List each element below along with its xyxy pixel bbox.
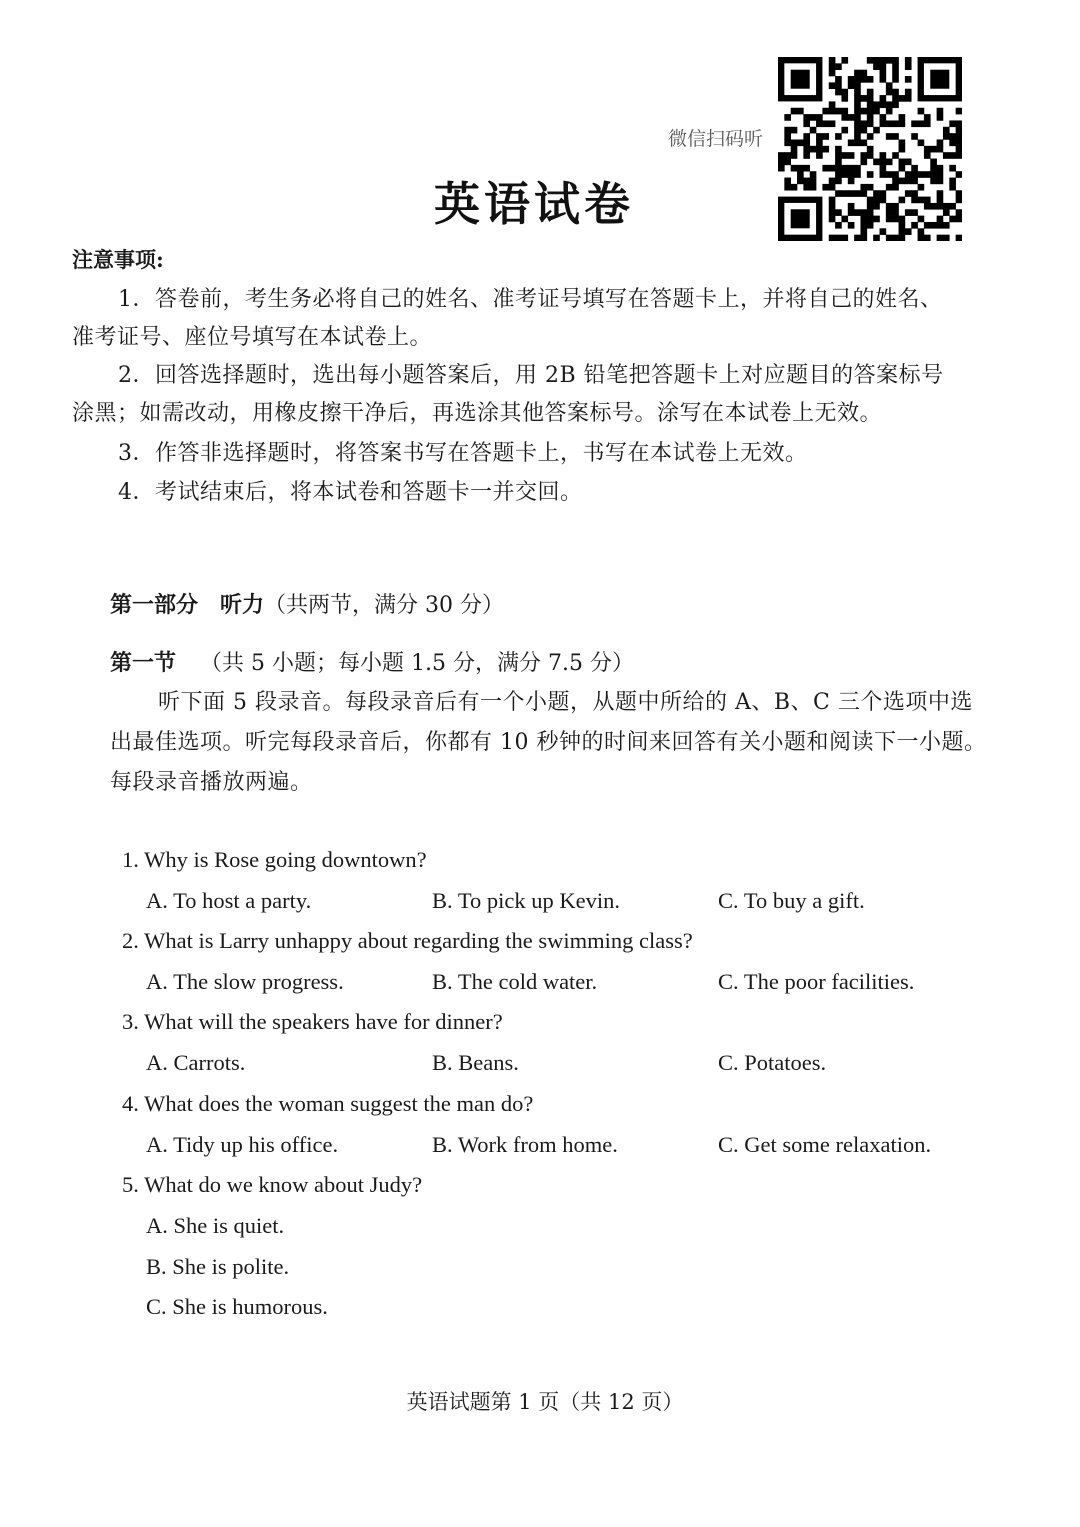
page-footer: 英语试题第 1 页（共 12 页） <box>406 1390 684 1414</box>
notice-line: 涂黑；如需改动，用橡皮擦干净后，再选涂其他答案标号。涂写在本试卷上无效。 <box>72 401 883 426</box>
question-text: 4. What does the woman suggest the man do? <box>122 1091 534 1116</box>
section-instruction: 听下面 5 段录音。每段录音后有一个小题，从题中所给的 A、B、C 三个选项中选 <box>158 690 973 715</box>
notice-heading: 注意事项: <box>72 247 164 272</box>
option-b[interactable]: B. The cold water. <box>432 969 598 994</box>
option-b[interactable]: B. She is polite. <box>146 1254 290 1279</box>
option-a[interactable]: A. She is quiet. <box>146 1213 285 1238</box>
option-c[interactable]: C. Get some relaxation. <box>718 1132 932 1157</box>
option-c[interactable]: C. The poor facilities. <box>718 969 915 994</box>
question-text: 5. What do we know about Judy? <box>122 1172 423 1197</box>
section-instruction: 出最佳选项。听完每段录音后，你都有 10 秒钟的时间来回答有关小题和阅读下一小题。 <box>110 730 987 755</box>
question-text: 3. What will the speakers have for dinner? <box>122 1009 503 1034</box>
notice-line: 3．作答非选择题时，将答案书写在答题卡上，书写在本试卷上无效。 <box>118 441 808 466</box>
notice-line: 1．答卷前，考生务必将自己的姓名、准考证号填写在答题卡上，并将自己的姓名、 <box>118 287 943 312</box>
notice-line: 2．回答选择题时，选出每小题答案后，用 2B 铅笔把答题卡上对应题目的答案标号 <box>118 363 944 388</box>
qr-caption: 微信扫码听 <box>668 128 764 150</box>
question-text: 1. Why is Rose going downtown? <box>122 847 427 872</box>
option-c[interactable]: C. Potatoes. <box>718 1050 827 1075</box>
part-heading <box>110 588 504 619</box>
option-a[interactable]: A. The slow progress. <box>146 969 344 994</box>
option-c[interactable]: C. To buy a gift. <box>718 888 865 913</box>
option-b[interactable]: B. Work from home. <box>432 1132 618 1157</box>
part-label: 第一部分 <box>110 592 199 618</box>
section-heading <box>110 646 634 677</box>
option-b[interactable]: B. Beans. <box>432 1050 519 1075</box>
part-info: （共两节，满分 30 分） <box>264 593 505 618</box>
option-a[interactable]: A. Tidy up his office. <box>146 1132 339 1157</box>
section-label: 第一节 <box>110 650 177 676</box>
option-a[interactable]: A. To host a party. <box>146 888 312 913</box>
option-a[interactable]: A. Carrots. <box>146 1050 246 1075</box>
section-info: （共 5 小题；每小题 1.5 分，满分 7.5 分） <box>200 651 634 676</box>
section-instruction: 每段录音播放两遍。 <box>110 770 313 795</box>
option-b[interactable]: B. To pick up Kevin. <box>432 888 620 913</box>
part-name: 听力 <box>220 592 265 618</box>
notice-line: 准考证号、座位号填写在本试卷上。 <box>72 325 433 350</box>
page-title: 英语试卷 <box>434 177 634 231</box>
notice-line: 4．考试结束后，将本试卷和答题卡一并交回。 <box>118 480 583 505</box>
question-text: 2. What is Larry unhappy about regarding the swimming class? <box>122 928 693 953</box>
option-c[interactable]: C. She is humorous. <box>146 1294 328 1319</box>
